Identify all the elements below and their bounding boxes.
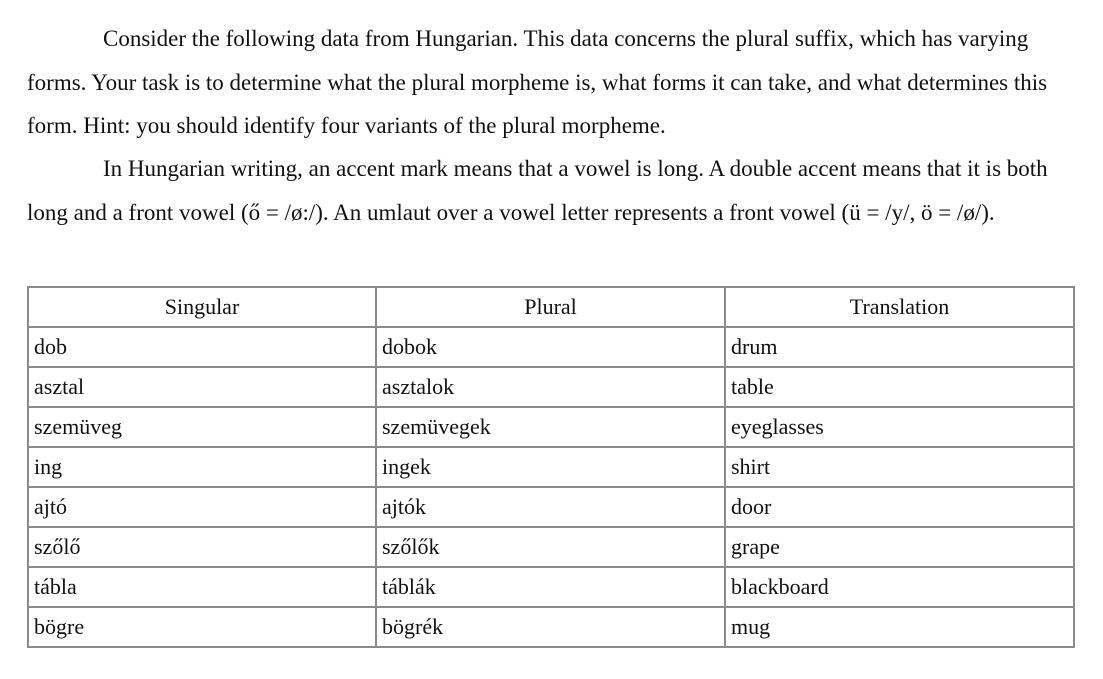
table-row (28, 487, 1074, 527)
translation-cell: shirt (725, 447, 1074, 487)
instructions-paragraph (27, 17, 1077, 148)
singular-cell: szemüveg (28, 407, 376, 447)
plural-cell: bögrék (376, 607, 725, 647)
orthography-note-paragraph (27, 147, 1077, 234)
translation-cell: door (725, 487, 1074, 527)
paragraph-text: In Hungarian writing, an accent mark means that a vowel is long. A double accent means that it is both long and a front vowel (ő = /ø:/). An umlaut over a vowel letter represents a front vowel (ü = /y/, ö = /ø/). (27, 156, 1048, 225)
translation-cell: eyeglasses (725, 407, 1074, 447)
plural-cell: szemüvegek (376, 407, 725, 447)
singular-cell: dob (28, 327, 376, 367)
table-row (28, 327, 1074, 367)
header-singular: Singular (28, 287, 376, 327)
translation-cell: drum (725, 327, 1074, 367)
singular-cell: ing (28, 447, 376, 487)
translation-cell: blackboard (725, 567, 1074, 607)
plural-cell: szőlők (376, 527, 725, 567)
table-row (28, 607, 1074, 647)
plural-cell: asztalok (376, 367, 725, 407)
translation-cell: mug (725, 607, 1074, 647)
hungarian-plural-table (27, 286, 1075, 648)
table-row (28, 567, 1074, 607)
singular-cell: bögre (28, 607, 376, 647)
singular-cell: ajtó (28, 487, 376, 527)
table-row (28, 407, 1074, 447)
table-row (28, 367, 1074, 407)
singular-cell: szőlő (28, 527, 376, 567)
translation-cell: table (725, 367, 1074, 407)
plural-cell: ajtók (376, 487, 725, 527)
header-translation: Translation (725, 287, 1074, 327)
plural-cell: dobok (376, 327, 725, 367)
singular-cell: asztal (28, 367, 376, 407)
singular-cell: tábla (28, 567, 376, 607)
paragraph-text: Consider the following data from Hungarian. This data concerns the plural suffix, which has varying forms. Your task is to determine what the plural morpheme is, what forms it can take, and what determines this form. Hint: you should identify four variants of the plural morpheme. (27, 26, 1048, 138)
plural-cell: ingek (376, 447, 725, 487)
header-plural: Plural (376, 287, 725, 327)
table-row (28, 447, 1074, 487)
table-header-row (28, 287, 1074, 327)
plural-cell: táblák (376, 567, 725, 607)
translation-cell: grape (725, 527, 1074, 567)
table-row (28, 527, 1074, 567)
